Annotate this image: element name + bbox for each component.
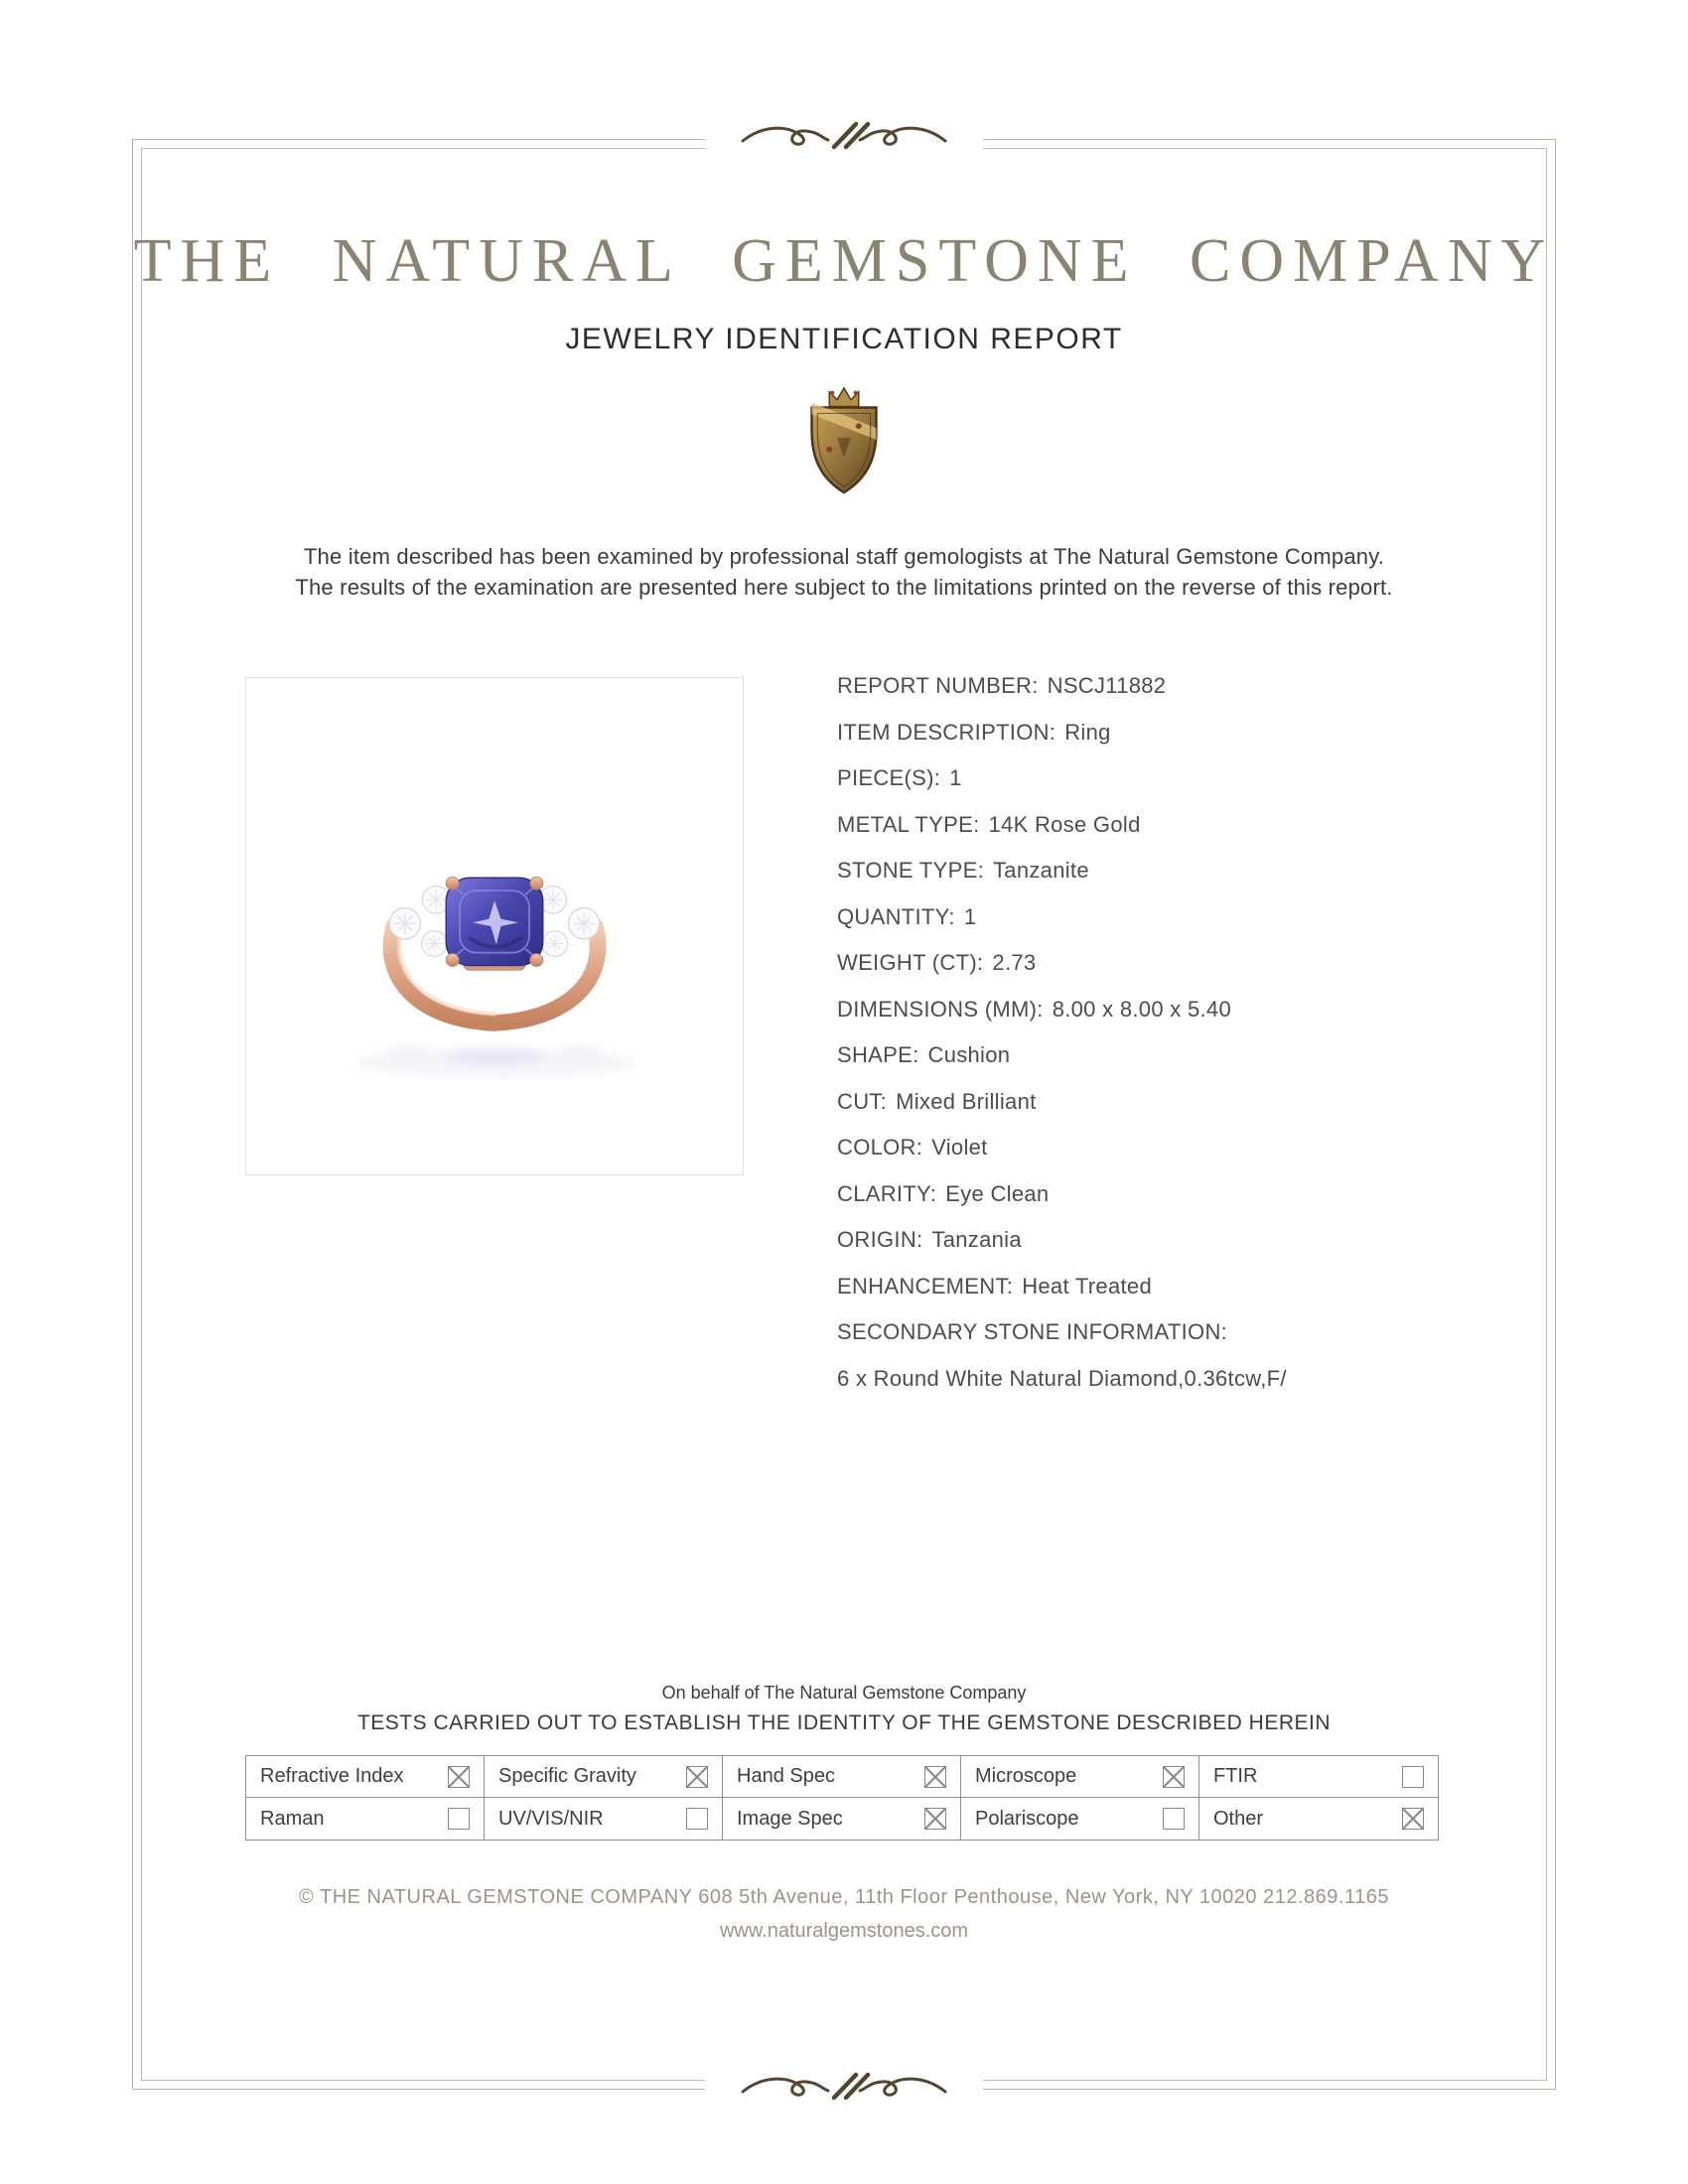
on-behalf-text: On behalf of The Natural Gemstone Company [661, 1683, 1027, 1703]
detail-label: CUT: [837, 1088, 888, 1114]
test-label: Refractive Index [260, 1765, 404, 1787]
tests-table [245, 1755, 1439, 1841]
test-label: Specific Gravity [498, 1765, 636, 1787]
detail-value: NSCJ11882 [1047, 673, 1167, 698]
checkbox-icon [448, 1766, 470, 1788]
test-cell [246, 1756, 485, 1798]
checkbox-icon [686, 1808, 708, 1830]
detail-row [837, 894, 1287, 941]
detail-row [837, 755, 1287, 802]
detail-value: Cushion [927, 1042, 1011, 1067]
test-label: Hand Spec [737, 1765, 835, 1787]
intro-line-2: The results of the examination are presented here subject to the limitations printed on the reverse of this report. [295, 575, 1393, 600]
detail-row [837, 1171, 1287, 1218]
footer-website: www.naturalgemstones.com [719, 1920, 969, 1942]
detail-row [837, 1032, 1287, 1079]
detail-label: ITEM DESCRIPTION: [837, 719, 1056, 745]
test-cell [1199, 1798, 1438, 1840]
detail-row [837, 1079, 1287, 1126]
test-cell [1199, 1756, 1438, 1798]
test-label: Image Spec [737, 1807, 843, 1830]
detail-label: ORIGIN: [837, 1227, 923, 1252]
detail-value: Ring [1064, 719, 1111, 745]
test-cell [723, 1798, 961, 1840]
checkbox-icon [1163, 1808, 1185, 1830]
test-cell [485, 1798, 723, 1840]
detail-row [837, 1217, 1287, 1264]
intro-text [0, 541, 1688, 603]
checkbox-icon [924, 1808, 946, 1830]
bottom-flourish-icon [705, 2068, 983, 2104]
detail-label: SECONDARY STONE INFORMATION: [837, 1319, 1228, 1344]
detail-label: SHAPE: [837, 1042, 919, 1067]
test-label: Raman [260, 1807, 325, 1830]
detail-value: 1 [949, 765, 962, 790]
detail-row [837, 663, 1287, 710]
test-label: FTIR [1213, 1765, 1258, 1787]
top-flourish-icon [705, 117, 983, 153]
ring-photo [245, 677, 744, 1175]
detail-value: Tanzania [931, 1227, 1022, 1252]
checkbox-icon [448, 1808, 470, 1830]
checkbox-icon [1402, 1808, 1424, 1830]
detail-label: QUANTITY: [837, 903, 955, 929]
detail-value: 8.00 x 8.00 x 5.40 [1052, 996, 1231, 1022]
detail-label: WEIGHT (CT): [837, 950, 984, 975]
detail-value: 14K Rose Gold [988, 811, 1141, 837]
detail-row [837, 1309, 1287, 1356]
detail-row [837, 940, 1287, 987]
company-name: THE NATURAL GEMSTONE COMPANY [133, 227, 1555, 295]
detail-label: PIECE(S): [837, 765, 941, 790]
tests-title: TESTS CARRIED OUT TO ESTABLISH THE IDENTITY OF THE GEMSTONE DESCRIBED HEREIN [356, 1711, 1332, 1734]
test-cell [485, 1756, 723, 1798]
detail-row [837, 1264, 1287, 1310]
detail-row [837, 848, 1287, 894]
detail-value: 6 x Round White Natural Diamond,0.36tcw,F/ [837, 1365, 1287, 1391]
test-label: Other [1213, 1807, 1264, 1830]
test-label: Polariscope [975, 1807, 1079, 1830]
test-label: UV/VIS/NIR [498, 1807, 604, 1830]
detail-label: STONE TYPE: [837, 858, 984, 883]
checkbox-icon [1163, 1766, 1185, 1788]
detail-label: METAL TYPE: [837, 811, 980, 837]
test-cell [961, 1756, 1199, 1798]
detail-row [837, 1356, 1287, 1403]
intro-line-1: The item described has been examined by professional staff gemologists at The Natural Gemstone Company. [303, 544, 1385, 569]
detail-label: CLARITY: [837, 1180, 937, 1206]
detail-row [837, 710, 1287, 756]
test-label: Microscope [975, 1765, 1077, 1787]
report-details [837, 663, 1287, 1402]
detail-label: REPORT NUMBER: [837, 673, 1039, 698]
detail-value: Violet [931, 1135, 988, 1160]
detail-value: 1 [963, 903, 977, 929]
detail-value: Eye Clean [945, 1180, 1050, 1206]
report-title: JEWELRY IDENTIFICATION REPORT [565, 323, 1123, 355]
detail-value: Mixed Brilliant [896, 1088, 1037, 1114]
test-cell [961, 1798, 1199, 1840]
detail-value: Tanzanite [992, 858, 1089, 883]
test-cell [246, 1798, 485, 1840]
checkbox-icon [686, 1766, 708, 1788]
detail-row [837, 987, 1287, 1033]
detail-row [837, 802, 1287, 849]
detail-row [837, 1125, 1287, 1171]
detail-label: COLOR: [837, 1135, 923, 1160]
test-cell [723, 1756, 961, 1798]
detail-value: Heat Treated [1022, 1273, 1152, 1298]
detail-label: ENHANCEMENT: [837, 1273, 1014, 1298]
detail-label: DIMENSIONS (MM): [837, 996, 1044, 1022]
detail-value: 2.73 [992, 950, 1037, 975]
footer-contact: © THE NATURAL GEMSTONE COMPANY 608 5th Avenue, 11th Floor Penthouse, New York, NY 10020 212.869.1165 [299, 1886, 1389, 1908]
company-crest-icon [799, 379, 889, 496]
checkbox-icon [1402, 1766, 1424, 1788]
checkbox-icon [924, 1766, 946, 1788]
